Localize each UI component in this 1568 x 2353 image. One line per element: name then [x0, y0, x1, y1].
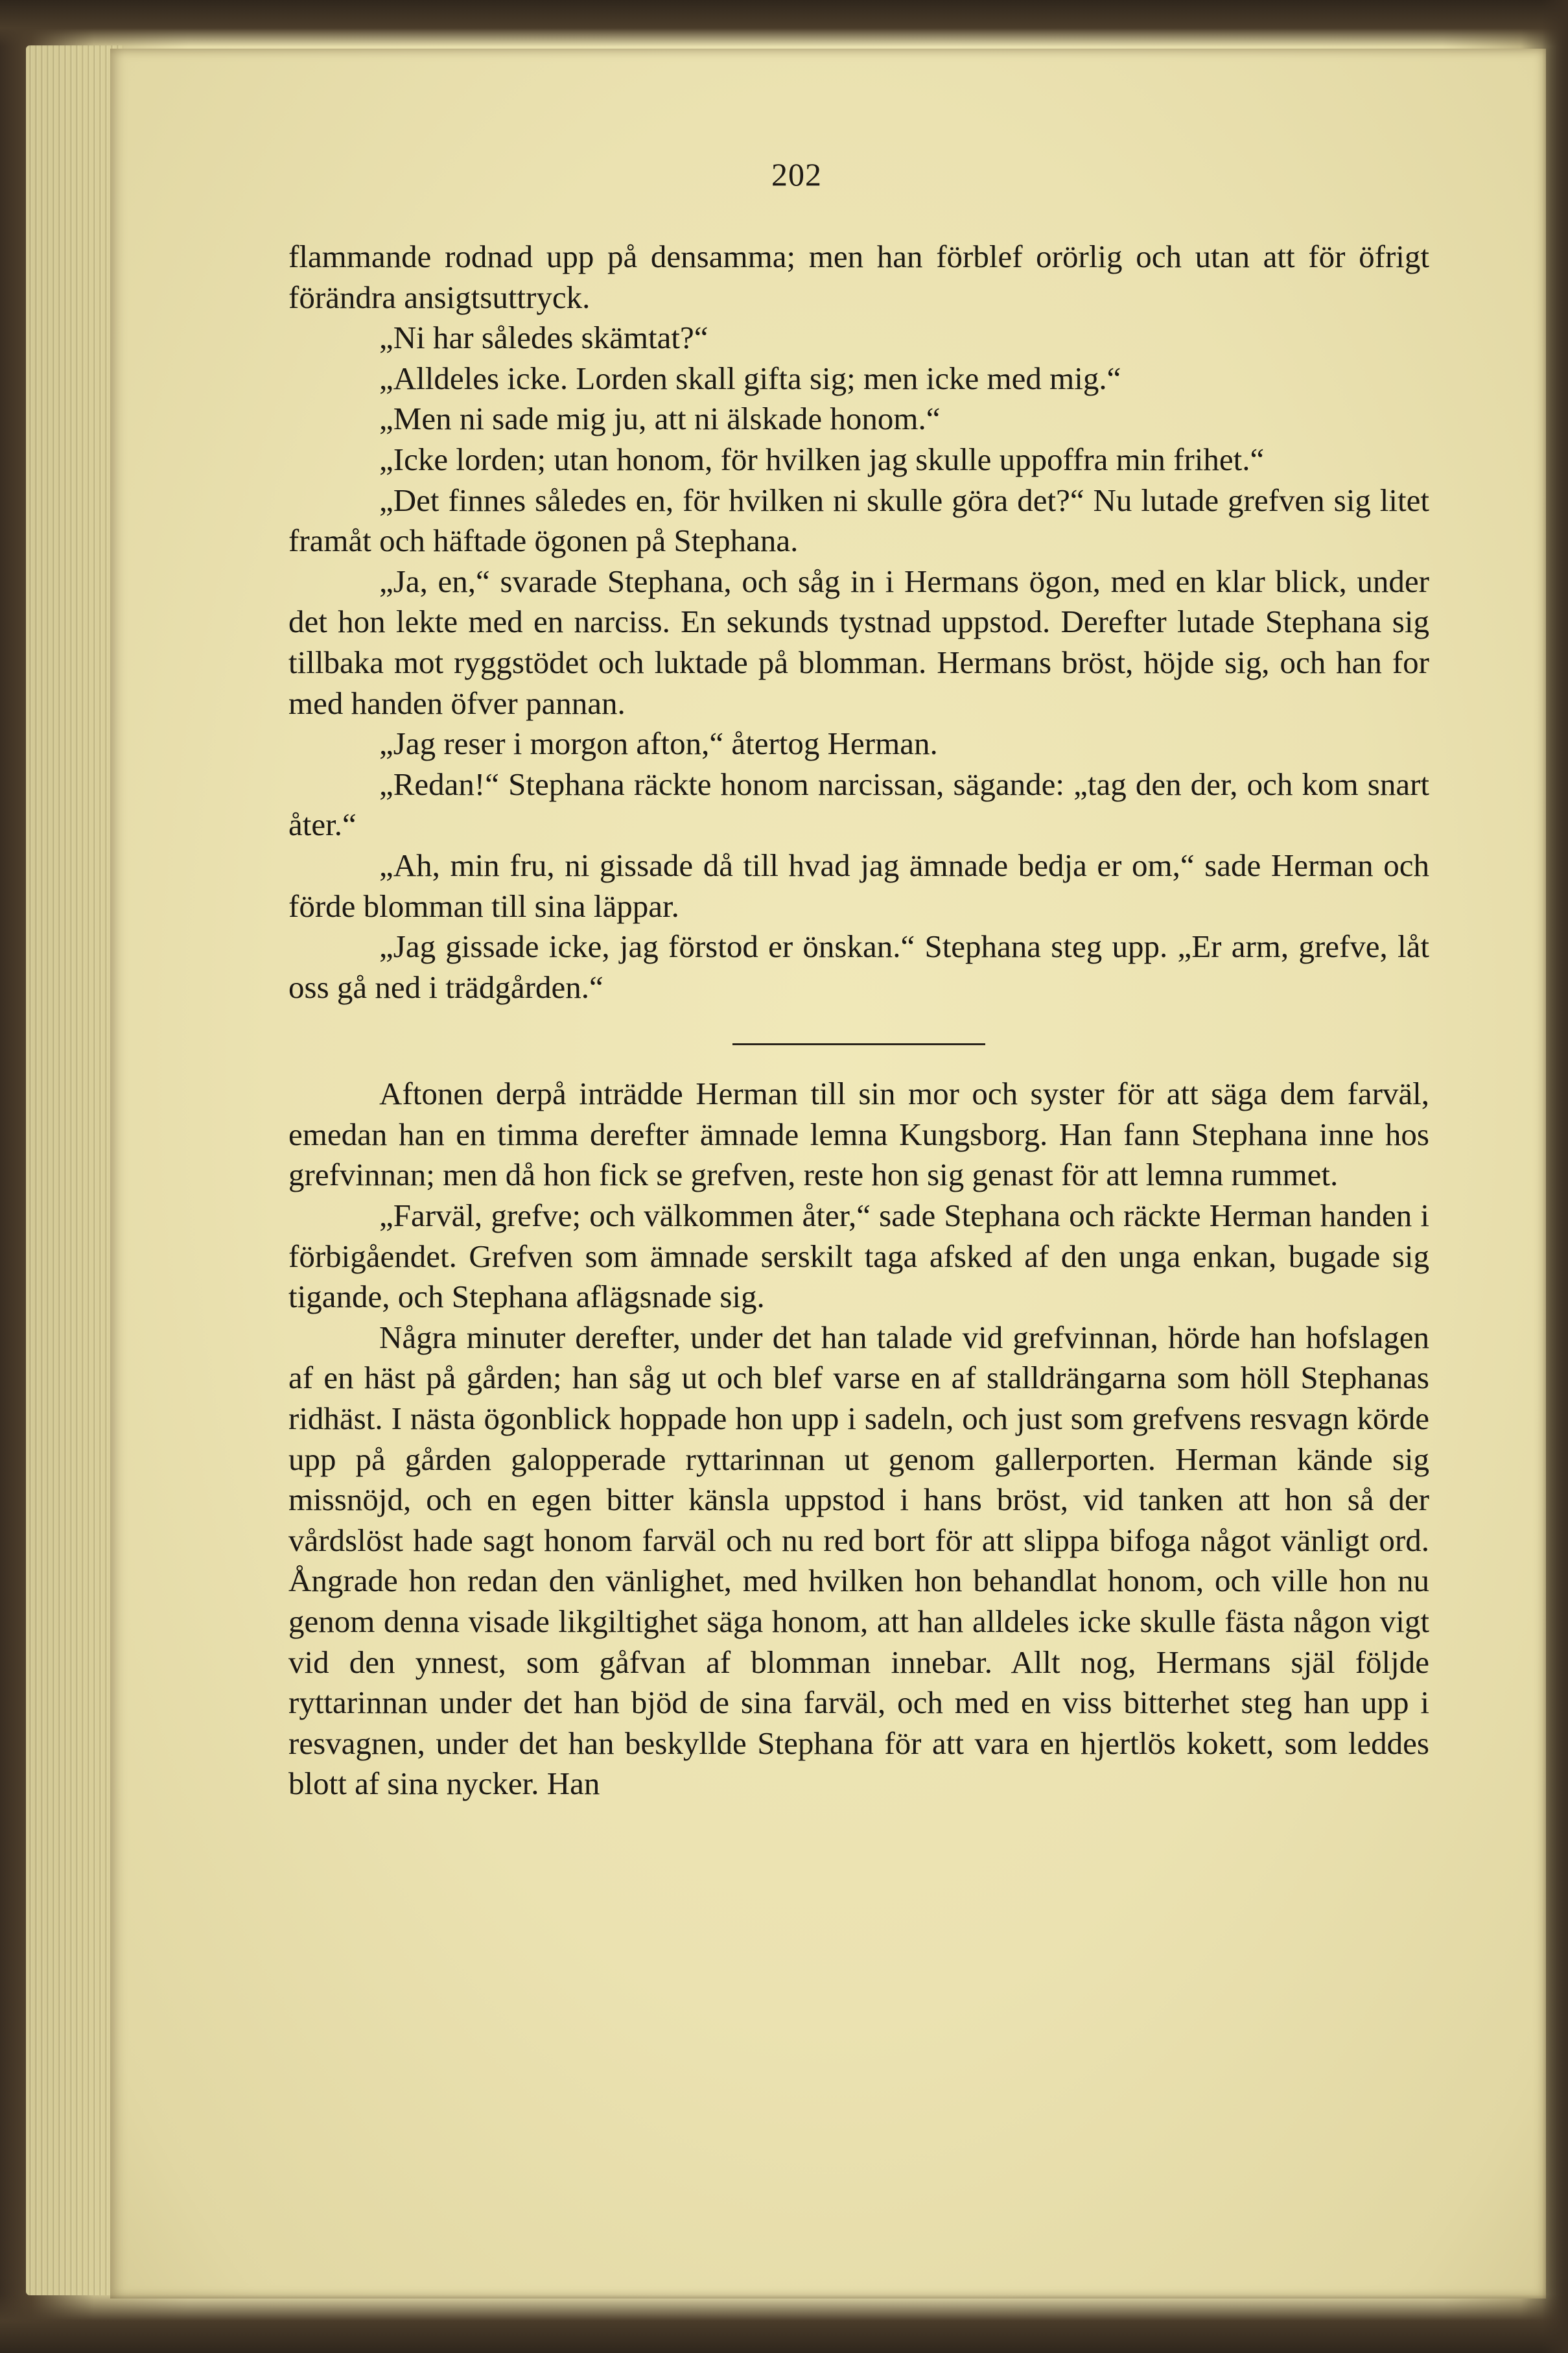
paragraph: Några minuter derefter, under det han talade vid grefvinnan, hörde han hofslagen af en häst på gården; han såg ut och blef varse en af stalldrängarna som höll Stephanas ridhäst. I nästa ögonblick hoppade hon upp i sadeln, och just som grefvens resvagn körde upp på gården galopperade ryttarinnan ut genom gallerporten. Herman kände sig missnöjd, och en egen bitter känsla uppstod i hans bröst, vid tanken att hon så der vårdslöst hade sagt honom farväl och nu red bort för att slippa bifoga något vänligt ord. Ångrade hon redan den vänlighet, med hvilken hon behandlat honom, och ville hon nu genom denna visade likgiltighet säga honom, att han alldeles icke skulle fästa någon vigt vid den ynnest, som gåfvan af blomman innebar. Allt nog, Hermans själ följde ryttarinnan under det han bjöd de sina farväl, och med en viss bitterhet steg han upp i resvagnen, under det han beskyllde Stephana för att vara en hjertlös kokett, som leddes blott af sina nycker. Han — [288, 1319, 1429, 1802]
paragraph: Aftonen derpå inträdde Herman till sin mor och syster för att säga dem farväl, emedan han en timma derefter ämnade lemna Kungsborg. Han fann Stephana inne hos grefvinnan; men då hon fick se grefven, reste hon sig genast för att lemna rummet. — [288, 1076, 1429, 1193]
paragraph: „Jag gissade icke, jag förstod er önskan.“ Stephana steg upp. „Er arm, grefve, låt oss gå ned i trädgården.“ — [288, 928, 1429, 1005]
paragraph: „Farväl, grefve; och välkommen åter,“ sade Stephana och räckte Herman handen i förbigåendet. Grefven som ämnade serskilt taga afsked af den unga enkan, bugade sig tigande, och Stephana aflägsnade sig. — [288, 1198, 1429, 1315]
book-page-edges — [26, 45, 123, 2295]
paragraph: „Icke lorden; utan honom, för hvilken jag skulle uppoffra min frihet.“ — [379, 441, 1265, 477]
paragraph: „Jag reser i morgon afton,“ återtog Herman. — [379, 726, 938, 762]
paragraph: flammande rodnad upp på densamma; men han förblef orörlig och utan att för öfrigt förändra ansigtsuttryck. — [288, 239, 1429, 315]
page-number: 202 — [771, 156, 822, 193]
paragraph: „Redan!“ Stephana räckte honom narcissan, sägande: „tag den der, och kom snart åter.“ — [288, 766, 1429, 843]
scan-right-border — [1542, 0, 1568, 2353]
scan-bottom-border — [0, 2295, 1568, 2353]
scan-top-border — [0, 0, 1568, 47]
paragraph: „Det finnes således en, för hvilken ni skulle göra det?“ Nu lutade grefven sig litet framåt och häftade ögonen på Stephana. — [288, 482, 1429, 559]
paragraph: „Ja, en,“ svarade Stephana, och såg in i Hermans ögon, med en klar blick, under det hon lekte med en narciss. En sekunds tystnad uppstod. Derefter lutade Stephana sig tillbaka mot ryggstödet och luktade på blomman. Hermans bröst, höjde sig, och han for med handen öfver pannan. — [288, 563, 1429, 721]
paragraph: „Alldeles icke. Lorden skall gifta sig; men icke med mig.“ — [379, 360, 1121, 396]
paragraph: „Ah, min fru, ni gissade då till hvad jag ämnade bedja er om,“ sade Herman och förde blomman till sina läppar. — [288, 847, 1429, 924]
paragraph: „Ni har således skämtat?“ — [379, 320, 708, 356]
page-text — [288, 237, 1429, 1804]
section-divider — [732, 1043, 985, 1045]
paragraph: „Men ni sade mig ju, att ni älskade honom.“ — [379, 401, 941, 437]
